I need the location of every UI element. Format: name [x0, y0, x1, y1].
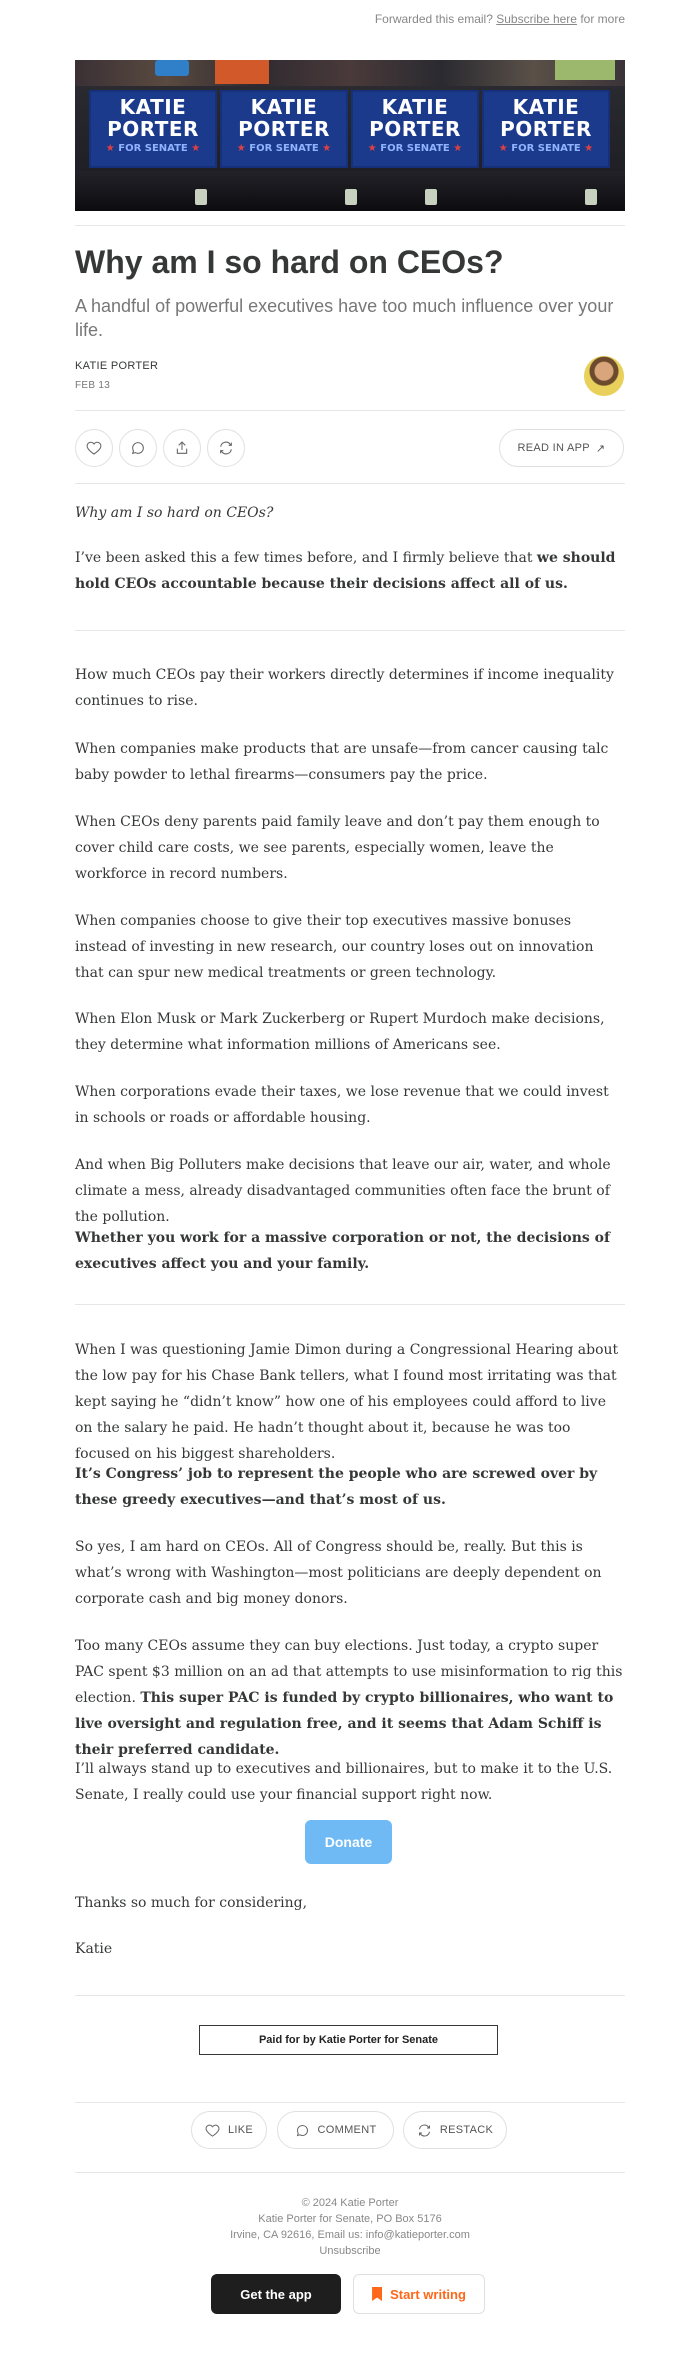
preheader-text: Forwarded this email? [374, 12, 493, 26]
body-paragraph: Whether you work for a massive corporation or not, the decisions of executives affect you and your family. [75, 1230, 611, 1272]
divider [75, 1304, 625, 1305]
divider [75, 1995, 625, 1996]
restack-button[interactable] [207, 429, 245, 467]
body-paragraph: How much CEOs pay their workers directly determines if income inequality continues to rise. [75, 667, 614, 709]
divider [75, 410, 625, 411]
campaign-sign: KATIE PORTER ★ FOR SENATE ★ [482, 90, 610, 168]
author-name[interactable]: KATIE PORTER [75, 360, 159, 372]
avatar[interactable] [584, 356, 624, 396]
restack-icon [417, 2123, 432, 2138]
read-in-app-button[interactable]: READ IN APP ↗ [499, 429, 624, 467]
unsubscribe-link[interactable]: Unsubscribe [319, 2245, 381, 2257]
hero-image [75, 60, 625, 211]
heart-icon [205, 2123, 220, 2138]
campaign-sign: KATIE PORTER ★ FOR SENATE ★ [89, 90, 217, 168]
comment-button[interactable] [119, 429, 157, 467]
comment-icon [130, 440, 146, 456]
body-paragraph: When I was questioning Jamie Dimon during a Congressional Hearing about the low pay for his Chase Bank tellers, what I found most irritating was that kept saying he “didn’t know” how one of his employees could afford to live on the salary he paid. He hadn’t thought about it, because he was too focused on his biggest shareholders. [75, 1342, 619, 1462]
footer-address: Katie Porter for Senate, PO Box 5176 [258, 2213, 442, 2225]
divider [75, 483, 625, 484]
restack-icon [218, 440, 234, 456]
campaign-signs [89, 90, 610, 168]
footer-copyright: © 2024 Katie Porter [301, 2197, 399, 2209]
body-paragraph: Too many CEOs assume they can buy elections. Just today, a crypto super PAC spent $3 million on an ad that attempts to use misinformation to rig this election. This super PAC is funded by crypto billionaires, who want to live oversight and regulation free, and it seems that Adam Schiff is their preferred candidate. [75, 1638, 623, 1758]
body-paragraph: Thanks so much for considering, [75, 1895, 308, 1911]
preheader [375, 12, 625, 26]
arrow-up-right-icon: ↗ [595, 442, 606, 455]
body-paragraph: I’ll always stand up to executives and billionaires, but to make it to the U.S. Senate, I really could use your financial support right now. [75, 1761, 613, 1803]
body-paragraph: When Elon Musk or Mark Zuckerberg or Rupert Murdoch make decisions, they determine what information millions of Americans see. [75, 1011, 605, 1053]
body-paragraph: So yes, I am hard on CEOs. All of Congress should be, really. But this is what’s wrong with Washington—most politicians are deeply dependent on corporate cash and big money donors. [75, 1539, 602, 1607]
body-paragraph: When companies choose to give their top executives massive bonuses instead of investing in new research, our country loses out on innovation that can spur new medical treatments or green technology. [75, 913, 594, 981]
divider [75, 2102, 625, 2103]
paid-for-disclaimer: Paid for by Katie Porter for Senate [199, 2025, 498, 2055]
campaign-sign: KATIE PORTER ★ FOR SENATE ★ [351, 90, 479, 168]
like-button[interactable] [75, 429, 113, 467]
donate-button[interactable]: Donate [305, 1820, 392, 1864]
restack-pill-button[interactable]: RESTACK [403, 2111, 507, 2149]
share-icon [174, 440, 190, 456]
like-pill-button[interactable]: LIKE [191, 2111, 267, 2149]
body-paragraph: It’s Congress’ job to represent the people who are screwed over by these greedy executives—and that’s most of us. [75, 1466, 598, 1508]
post-title[interactable]: Why am I so hard on CEOs? [75, 244, 504, 280]
footer-address-email: Irvine, CA 92616, Email us: info@katieporter.com [230, 2229, 470, 2241]
body-paragraph: When corporations evade their taxes, we lose revenue that we could invest in schools or roads or affordable housing. [75, 1084, 609, 1126]
comment-pill-button[interactable]: COMMENT [277, 2111, 394, 2149]
start-writing-button[interactable]: Start writing [353, 2274, 485, 2314]
signature: Katie [75, 1941, 113, 1957]
preheader-suffix: for more [580, 12, 625, 26]
divider [75, 225, 625, 226]
heart-icon [86, 440, 102, 456]
post-subtitle: A handful of powerful executives have too much influence over your life. [75, 296, 614, 340]
post-date: FEB 13 [75, 380, 111, 391]
get-the-app-button[interactable]: Get the app [211, 2274, 341, 2314]
campaign-sign: KATIE PORTER ★ FOR SENATE ★ [220, 90, 348, 168]
comment-icon [295, 2123, 310, 2138]
share-button[interactable] [163, 429, 201, 467]
subscribe-link[interactable]: Subscribe here [496, 12, 577, 26]
divider [75, 2172, 625, 2173]
body-paragraph: Why am I so hard on CEOs? [75, 505, 274, 521]
divider [75, 630, 625, 631]
body-paragraph: When CEOs deny parents paid family leave and don’t pay them enough to cover child care costs, we see parents, especially women, leave the workforce in record numbers. [75, 814, 600, 882]
body-paragraph: I’ve been asked this a few times before, and I firmly believe that we should hold CEOs accountable because their decisions affect all of us. [75, 550, 616, 592]
body-paragraph: And when Big Polluters make decisions that leave our air, water, and whole climate a mess, already disadvantaged communities often face the brunt of the pollution. [75, 1157, 611, 1225]
bookmark-icon [372, 2287, 382, 2301]
body-paragraph: When companies make products that are unsafe—from cancer causing talc baby powder to lethal firearms—consumers pay the price. [75, 741, 609, 783]
